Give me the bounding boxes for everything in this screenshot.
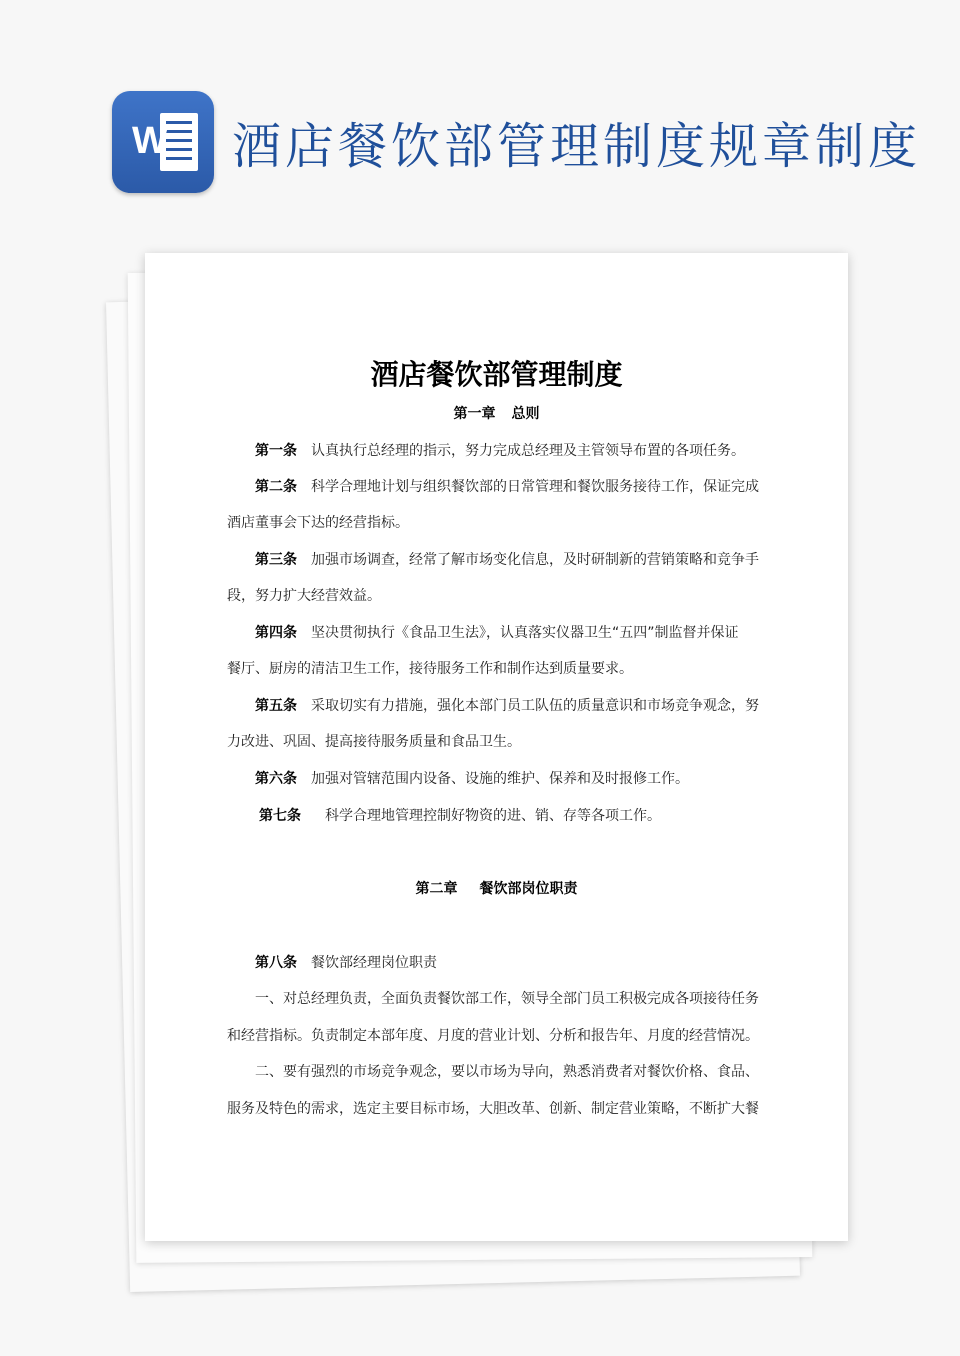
article-5 <box>255 694 795 718</box>
article-3-continued: 段，努力扩大经营效益。 <box>227 588 381 604</box>
article-label: 第一条 <box>255 443 297 459</box>
word-app-icon <box>112 91 214 193</box>
paragraph-1-line-1: 一、对总经理负责，全面负责餐饮部工作，领导全部门员工积极完成各项接待任务 <box>255 991 759 1007</box>
article-4-continued: 餐厅、厨房的清洁卫生工作，接待服务工作和制作达到质量要求。 <box>227 661 633 677</box>
article-6 <box>255 767 795 791</box>
article-text: 科学合理地管理控制好物资的进、销、存等各项工作。 <box>325 808 661 824</box>
article-3 <box>255 548 795 572</box>
document-title: 酒店餐饮部管理制度 <box>370 358 623 391</box>
article-2 <box>255 475 795 499</box>
article-label: 第五条 <box>255 698 297 714</box>
article-label: 第六条 <box>255 771 297 787</box>
article-text: 采取切实有力措施，强化本部门员工队伍的质量意识和市场竞争观念，努 <box>311 698 759 714</box>
article-label: 第二条 <box>255 479 297 495</box>
article-1 <box>255 439 795 463</box>
article-text: 餐饮部经理岗位职责 <box>311 955 437 971</box>
article-text: 认真执行总经理的指示，努力完成总经理及主管领导布置的各项任务。 <box>311 443 745 459</box>
chapter-name: 总则 <box>511 406 540 422</box>
article-label: 第七条 <box>259 808 301 824</box>
document-page <box>145 253 848 1241</box>
paragraph-2-line-2: 服务及特色的需求，选定主要目标市场，大胆改革、创新、制定营业策略，不断扩大餐 <box>227 1101 759 1117</box>
chapter-name: 餐饮部岗位职责 <box>479 881 578 897</box>
chapter-number: 第一章 <box>453 406 496 422</box>
article-label: 第四条 <box>255 625 297 641</box>
article-7 <box>259 804 799 828</box>
chapter-number: 第二章 <box>415 881 458 897</box>
paragraph-2-line-1: 二、要有强烈的市场竞争观念，要以市场为导向，熟悉消费者对餐饮价格、食品、 <box>255 1064 759 1080</box>
paragraph-1-line-2: 和经营指标。负责制定本部年度、月度的营业计划、分析和报告年、月度的经营情况。 <box>227 1028 759 1044</box>
header-title: 酒店餐饮部管理制度规章制度 <box>232 119 922 174</box>
article-8 <box>255 951 795 975</box>
word-letter: W <box>132 120 168 162</box>
article-label: 第八条 <box>255 955 297 971</box>
article-5-continued: 力改进、巩固、提高接待服务质量和食品卫生。 <box>227 734 521 750</box>
article-text: 加强对管辖范围内设备、设施的维护、保养和及时报修工作。 <box>311 771 689 787</box>
article-label: 第三条 <box>255 552 297 568</box>
article-text: 加强市场调查，经常了解市场变化信息，及时研制新的营销策略和竞争手 <box>311 552 759 568</box>
chapter-1-heading <box>145 403 848 425</box>
article-4 <box>255 621 795 645</box>
article-text: 坚决贯彻执行《食品卫生法》，认真落实仪器卫生“五四”制监督并保证 <box>311 625 739 641</box>
article-text: 科学合理地计划与组织餐饮部的日常管理和餐饮服务接待工作，保证完成 <box>311 479 759 495</box>
article-2-continued: 酒店董事会下达的经营指标。 <box>227 515 409 531</box>
chapter-2-heading <box>145 878 848 900</box>
